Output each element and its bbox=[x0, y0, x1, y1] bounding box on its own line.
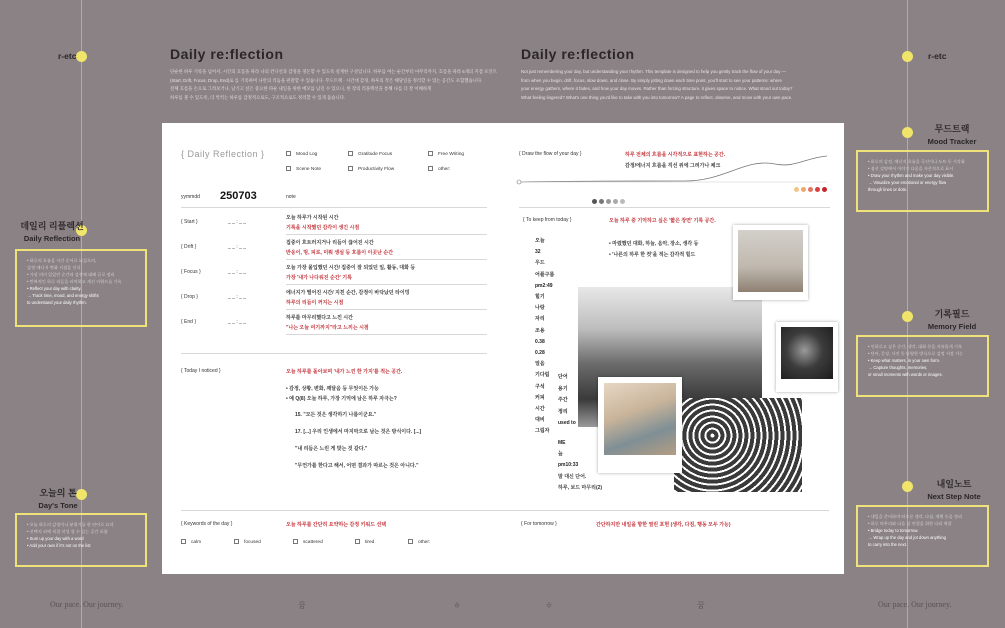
divider bbox=[286, 259, 487, 260]
note-line: • Add your own if it's not on the list bbox=[27, 543, 91, 548]
today-quote: "내 리듬은 느린 게 맞는 것 같다." bbox=[295, 446, 368, 452]
date-label: yymmdd bbox=[181, 194, 200, 200]
option-label: Productivity Flow bbox=[358, 166, 395, 172]
handwriting-word: 조용 bbox=[535, 327, 545, 334]
handwriting-word: pm2:49 bbox=[535, 282, 553, 289]
point-time[interactable]: _ _ : _ _ bbox=[228, 294, 247, 300]
bottom-glyph: 꿈 bbox=[697, 601, 705, 610]
keywords-label: { Keywords of the day } bbox=[181, 521, 233, 527]
point-time[interactable]: _ _ : _ _ bbox=[228, 269, 247, 275]
tomorrow-label: { For tomorrow } bbox=[521, 521, 557, 527]
handwriting-column bbox=[535, 236, 578, 471]
dark-polaroid bbox=[776, 322, 838, 392]
daily-reflection-en: Daily Reflection bbox=[23, 234, 81, 243]
flow-dot bbox=[808, 187, 813, 192]
memory-field-label bbox=[925, 307, 979, 331]
keep-label: { To keep from today } bbox=[523, 217, 572, 223]
right-etc-label: r-etc bbox=[928, 51, 947, 61]
keyword-other[interactable] bbox=[408, 539, 430, 545]
note-line: → Track time, mood, and energy shifts bbox=[27, 293, 99, 298]
handwriting-word: 구석 bbox=[535, 383, 545, 390]
note-line: → Visualize your emotional or energy flow bbox=[868, 180, 947, 185]
next-note bbox=[856, 505, 989, 567]
memory-note bbox=[856, 335, 989, 397]
note-label: note bbox=[286, 194, 296, 200]
right-dot-next bbox=[902, 481, 913, 492]
note-line: • 선택지 외에 직접 작성 할 수 있는 공간 포함 bbox=[27, 529, 108, 534]
keyword-label: other: bbox=[418, 539, 431, 545]
point-drift-a: 집중이 흐트러지거나 리듬이 끊어진 시간 bbox=[286, 240, 374, 246]
divider bbox=[519, 207, 830, 208]
right-dot-mood bbox=[902, 127, 913, 138]
side-word: 주간 bbox=[558, 397, 568, 403]
checkbox[interactable] bbox=[348, 166, 353, 171]
handwriting-word: 늪 bbox=[558, 450, 563, 457]
divider bbox=[286, 234, 487, 235]
point-drop-b: 하루의 리듬이 꺼지는 시점 bbox=[286, 300, 344, 306]
days-tone-label bbox=[30, 486, 86, 510]
flow-dot bbox=[815, 187, 820, 192]
today-label: { Today I noticed } bbox=[181, 368, 221, 374]
flow-dot bbox=[592, 199, 597, 204]
next-step-label bbox=[925, 477, 983, 501]
reflection-note bbox=[15, 249, 147, 327]
flow-dot bbox=[794, 187, 799, 192]
keyword-tired[interactable] bbox=[355, 539, 374, 545]
point-focus-label: { Focus } bbox=[181, 269, 201, 275]
keep-bullet: • 마렸했던 대화, 하늘, 음악, 장소, 생각 등 bbox=[609, 241, 699, 247]
intro-line: Not just remembering your day, but understanding your rhythm. This template is designed to help you gently track the flow of your day — bbox=[521, 69, 787, 74]
point-drop-label: { Drop } bbox=[181, 294, 198, 300]
note-line: • 하루의 흐름을 시간 순서로 되짚으며, bbox=[27, 258, 97, 263]
memory-field-ko: 기록필드 bbox=[934, 309, 970, 319]
point-start-label: { Start } bbox=[181, 219, 198, 225]
handwriting-word: 기다림 bbox=[535, 372, 550, 379]
note-line: • Draw your rhythm and make your day visible. bbox=[868, 173, 955, 178]
flow-dot bbox=[620, 199, 625, 204]
checkbox[interactable] bbox=[428, 151, 433, 156]
point-focus-b: 가장 '내가 나다워진 순간' 기록 bbox=[286, 275, 352, 281]
keyword-label: calm bbox=[191, 539, 202, 545]
left-footer: Our pace. Our journey. bbox=[50, 600, 124, 609]
handwriting-word: 32 bbox=[535, 249, 541, 256]
side-words bbox=[558, 372, 576, 430]
point-start-b: 기록을 시작했던 감각이 생긴 시점 bbox=[286, 225, 360, 231]
keyword-label: tired bbox=[365, 539, 375, 545]
option-label: Free Writing bbox=[438, 151, 465, 157]
candle-photo bbox=[738, 230, 803, 292]
keep-hint: 오늘 하루 중 기억하고 싶은 '짧은 장면' 기록 공간. bbox=[609, 218, 716, 224]
note-line: • 가장 의미 있었던 순간과 감정에 대해 글로 정리 bbox=[27, 272, 115, 277]
note-line: → Wrap up the day and jot down anything bbox=[868, 535, 946, 540]
checkbox[interactable] bbox=[348, 151, 353, 156]
daily-reflection-ko: 데일리 리플렉션 bbox=[20, 221, 84, 231]
intro-line: What feeling lingered? What's one thing you'd like to take with you into tomorrow? A page to reflect, observe, and move with your own pace. bbox=[521, 94, 793, 100]
checkbox[interactable] bbox=[181, 539, 186, 544]
note-line: • 점선 설명에서 이야기 다음을 자존적으로 표시 bbox=[868, 166, 954, 171]
intro-line: your energy gathers, where it fades, and how your day moves. Rather than forcing structure, it gives space to notice. What stood out today? bbox=[521, 86, 793, 91]
handwriting-word: 커피 bbox=[535, 394, 545, 401]
divider bbox=[181, 207, 487, 208]
point-time[interactable]: _ _ : _ _ bbox=[228, 219, 247, 225]
mood-note bbox=[856, 150, 989, 212]
note-line: to carry into the next. bbox=[868, 542, 908, 547]
checkbox[interactable] bbox=[408, 539, 413, 544]
days-tone-ko: 오늘의 톤 bbox=[39, 488, 77, 498]
checkbox[interactable] bbox=[293, 539, 298, 544]
left-dot-top bbox=[76, 51, 87, 62]
handwriting-word: 우드 bbox=[535, 260, 545, 267]
point-time[interactable]: _ _ : _ _ bbox=[228, 244, 247, 250]
option-label: Scene Note bbox=[296, 166, 322, 172]
note-line: • 내일을 준비하며 떠오른 생각, 다짐, 계획 등을 정리 bbox=[868, 514, 963, 519]
mood-tracker-en: Mood Tracker bbox=[927, 137, 977, 146]
point-drop-a: 에너지가 떨어진 시간/ 지친 순간, 감정이 바닥났던 타이밍 bbox=[286, 290, 410, 296]
note-line: • 하루 마무리와 다음 날 연결을 위한 다리 역할 bbox=[868, 521, 952, 526]
bottom-glyph: ㅎ bbox=[545, 601, 553, 610]
intro-line: (Start, Drift, Focus, Drop, End)로 를 기록하며 나만의 리듬을 관찰할 수 있습니다. 무드트랙 · 시간대 감정, 하루의 작은 해당일을 정리할 수 있는 공간도 포함했습니다. bbox=[170, 77, 483, 83]
option-label: Mood Log bbox=[296, 151, 318, 157]
keyword-label: scattered bbox=[303, 539, 323, 545]
divider bbox=[286, 284, 487, 285]
right-dot-top bbox=[902, 51, 913, 62]
note-line: • 인하로고 싶은 순간, 생각, 대화 등을 자유롭게 기록 bbox=[868, 344, 963, 349]
flow-warm-dots bbox=[794, 179, 827, 197]
checkbox[interactable] bbox=[355, 539, 360, 544]
point-drift-b: 반응이, 멍, 피로, 미뤄 생실 등 흐름이 이곳난 순간 bbox=[286, 250, 394, 256]
flow-hint-2: 감정/에너지 흐름을 직선 위에 그려가나 체크 bbox=[625, 163, 721, 169]
daily-reflection-label bbox=[18, 219, 86, 243]
bottom-glyph: 꿈 bbox=[298, 601, 306, 610]
today-hint: 오늘 하루를 돌아보며 '내가 느낀 한 가지'를 적는 공간. bbox=[286, 369, 403, 375]
textile-photo bbox=[604, 383, 676, 455]
option-label: other: bbox=[438, 166, 451, 172]
point-end-a: 하루를 마무리했다고 느낀 시간 bbox=[286, 315, 353, 321]
right-footer: Our pace. Our journey. bbox=[878, 600, 952, 609]
handwriting-word: 어플구름 bbox=[535, 271, 555, 278]
keep-caption-1: 말 대신 단어. bbox=[558, 474, 587, 480]
keep-caption-2: 하루, 보드 마무리(2) bbox=[558, 485, 603, 491]
note-line: → Capture thoughts, memories, bbox=[868, 365, 928, 370]
keyword-focused[interactable] bbox=[234, 539, 261, 545]
dark-photo bbox=[781, 327, 833, 379]
checkbox[interactable] bbox=[286, 166, 291, 171]
next-step-en: Next Step Note bbox=[927, 492, 981, 501]
flow-curve[interactable] bbox=[515, 152, 835, 202]
checkbox[interactable] bbox=[286, 151, 291, 156]
flow-dot bbox=[801, 187, 806, 192]
note-line: to understand your daily rhythm. bbox=[27, 300, 87, 305]
bottom-glyph: ㅎ bbox=[453, 601, 461, 610]
note-line: through lines or dots. bbox=[868, 187, 908, 192]
flow-dot bbox=[606, 199, 611, 204]
flow-hint-1: 하루 전체의 흐름을 시각적으로 표현하는 공간. bbox=[625, 152, 726, 158]
option-mood-log[interactable] bbox=[286, 151, 317, 157]
flow-label: { Draw the flow of your day } bbox=[519, 151, 582, 157]
days-tone-en: Day's Tone bbox=[38, 501, 78, 510]
divider bbox=[181, 353, 487, 354]
intro-right bbox=[521, 68, 836, 102]
keyword-scattered[interactable] bbox=[293, 539, 323, 545]
handwriting-word: 그림자 bbox=[535, 428, 550, 435]
note-line: • 오늘 하루의 감정이나 분위기를 한 단어로 요약 bbox=[27, 522, 114, 527]
checkbox[interactable] bbox=[428, 166, 433, 171]
flower-photo bbox=[674, 398, 802, 492]
title-left: Daily re:flection bbox=[170, 46, 284, 62]
handwriting-word: 자리 bbox=[535, 316, 545, 323]
option-productivity[interactable] bbox=[348, 166, 394, 172]
memory-field-en: Memory Field bbox=[927, 322, 977, 331]
handwriting-word: 0.38 bbox=[535, 338, 545, 345]
flow-dot bbox=[613, 199, 618, 204]
handwriting-word: ME bbox=[558, 439, 566, 446]
candle-polaroid bbox=[733, 225, 808, 300]
keywords-hint: 오늘 하루를 간단히 요약하는 감정 키워드 선택 bbox=[286, 522, 387, 528]
side-word: 단어 bbox=[558, 374, 568, 380]
side-word: 정리 bbox=[558, 408, 568, 415]
intro-left bbox=[170, 68, 500, 102]
point-focus-a: 오늘 가장 몰입했던 시간/ 집중이 잘 되었던 일, 활동, 대화 등 bbox=[286, 265, 416, 271]
handwriting-word: 대비 bbox=[535, 417, 545, 424]
keep-bullet: • '나른의 하루 한 컷'을 적는 감각적 힐드 bbox=[609, 252, 696, 258]
option-free-writing[interactable] bbox=[428, 151, 464, 157]
next-step-ko: 내일노트 bbox=[936, 479, 972, 489]
point-drift-label: { Drift } bbox=[181, 244, 197, 250]
tone-note bbox=[15, 513, 147, 567]
today-quote: 15. "모든 것은 생각하기 나름이군요." bbox=[295, 412, 377, 418]
point-end-label: { End } bbox=[181, 319, 197, 325]
note-line: • 하루의 감정, 에너지 흐름을 곡선이나 도트 등 시각화 bbox=[868, 159, 965, 164]
point-start-a: 오늘 하루가 시작된 시간 bbox=[286, 215, 339, 221]
note-line: • Reflect your day with clarity. bbox=[27, 286, 82, 291]
handwriting-word: 힐기 bbox=[535, 294, 545, 301]
option-label: Gratitude Focus bbox=[358, 151, 393, 157]
today-bullet: • 감정, 상황, 변화, 깨달음 등 무엇이든 가능 bbox=[286, 386, 379, 392]
divider bbox=[286, 334, 487, 335]
reflection-sheet bbox=[162, 123, 844, 574]
textile-polaroid bbox=[598, 377, 682, 473]
left-etc-label: r-etc bbox=[58, 51, 77, 61]
flow-dot bbox=[599, 199, 604, 204]
mood-tracker-ko: 무드트랙 bbox=[934, 124, 970, 134]
date-value: 250703 bbox=[220, 190, 257, 202]
checkbox[interactable] bbox=[234, 539, 239, 544]
title-right: Daily re:flection bbox=[521, 46, 635, 62]
flow-dot bbox=[822, 187, 827, 192]
sheet-heading: { Daily Reflection } bbox=[181, 149, 265, 159]
note-line: • 단어, 문장, 사진 등 다양한 방식으로 감정 저장 가능 bbox=[868, 351, 964, 356]
point-time[interactable]: _ _ : _ _ bbox=[228, 319, 247, 325]
option-scene-note[interactable] bbox=[286, 166, 321, 172]
option-other[interactable] bbox=[428, 166, 450, 172]
handwriting-word: 얼음 bbox=[535, 361, 545, 368]
note-line: • Keep what matters, in your own form. bbox=[868, 358, 940, 363]
today-quote: "무언가를 한다고 해서, 어떤 결과가 따르는 것은 아니다." bbox=[295, 463, 419, 469]
note-line: or small moments with words or images. bbox=[868, 372, 943, 377]
tomorrow-hint: 간단하지만 내일을 향한 열린 포현 (생각, 다짐, 행동 모두 가능) bbox=[596, 522, 731, 528]
option-gratitude[interactable] bbox=[348, 151, 392, 157]
intro-line: from when you begin, drift, focus, slow down, and close. By simply jotting down each time point, you'll start to see your patterns: where bbox=[521, 77, 782, 83]
right-dot-memory bbox=[902, 311, 913, 322]
divider bbox=[286, 309, 487, 310]
handwriting-word: 0.28 bbox=[535, 350, 545, 357]
note-line: 감정·에너지 변화 지점을 인식 bbox=[27, 265, 81, 270]
intro-line: 단순한 하루 기록을 넘어서, 시간의 흐름을 따라 나의 컨디션과 감정을 정돈할 수 있도록 설계한 구성입니다. 하루를 여는 순간부터 마무리까지, 흐름을 따라 5개의 지점 포인트 bbox=[170, 69, 497, 74]
keyword-calm[interactable] bbox=[181, 539, 201, 545]
note-line: • 반복적인 하루 리듬을 파악하고 개선 키워드를 기록 bbox=[27, 279, 122, 284]
keyword-label: focused bbox=[244, 539, 261, 545]
today-bullet: • 예 Q(8) 오늘 하루, 가장 기억에 남은 하루 자극는? bbox=[286, 396, 397, 402]
side-word: used to bbox=[558, 420, 576, 426]
note-line: • Bridge today to tomorrow. bbox=[868, 528, 919, 533]
intro-line: 하루를 볼 수 있도록, 더 씩씩는 하루를 감정적으로도, 구조적으로도 정리할 수 있게 돕습니다. bbox=[170, 94, 346, 100]
today-quote: 17. [...] 우리 인생에서 마지막으로 남는 것은 방식이다. [...] bbox=[295, 429, 422, 435]
point-end-b: "나는 오늘 여기까지"라고 느끼는 시점 bbox=[286, 325, 369, 331]
mood-tracker-label bbox=[925, 122, 979, 146]
side-word: 용기 bbox=[558, 385, 568, 392]
divider bbox=[181, 510, 829, 511]
intro-line: 전체 흐름을 손으로 그려보거나, 남기고 싶은 중요한 파순 내일을 위한 메모를 남길 수 있으니, 한 장의 리플렉션을 통해 나를 더 잘 이해하게 bbox=[170, 86, 432, 91]
handwriting-word: 시간 bbox=[535, 406, 545, 413]
note-line: • Sum up your day with a word bbox=[27, 536, 84, 541]
handwriting-word: 오늘 bbox=[535, 238, 545, 244]
handwriting-word: 나랑 bbox=[535, 305, 545, 312]
handwriting-word: pm10:33 bbox=[558, 462, 579, 469]
